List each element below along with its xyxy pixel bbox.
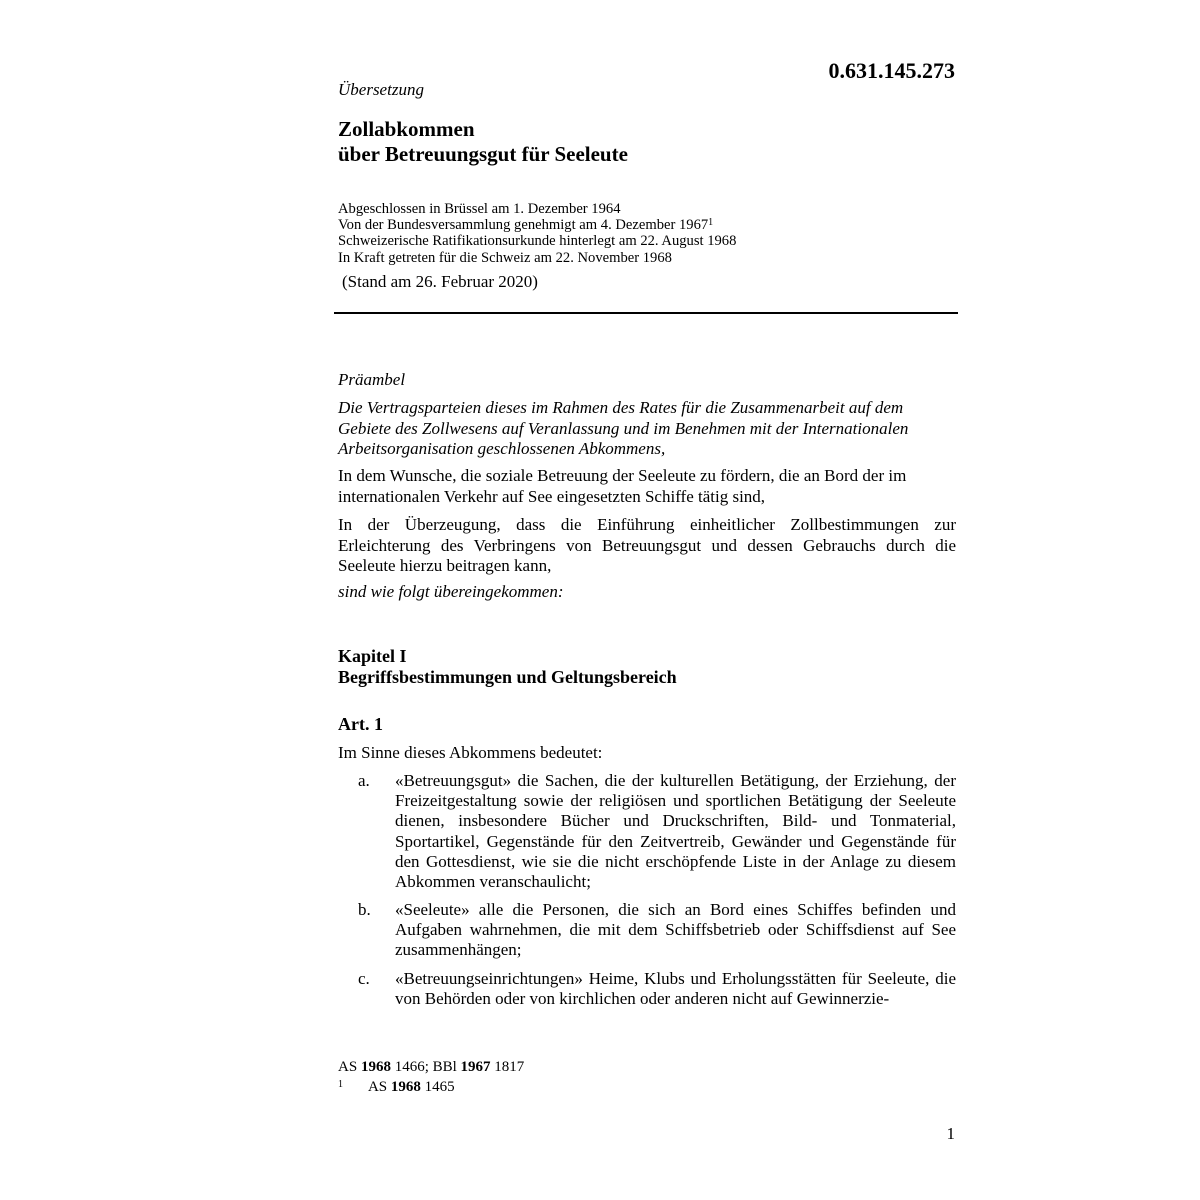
page-number: 1 — [946, 1124, 955, 1143]
preamble-heading: Präambel — [338, 370, 406, 389]
list-item-letter: a. — [358, 771, 370, 790]
meta-approved: Von der Bundesversammlung genehmigt am 4. Dezember 1967 — [338, 217, 709, 234]
list-item-text: «Betreuungseinrichtungen» Heime, Klubs und Erholungsstätten für Seeleute, die von Behörden oder von kirchlichen oder anderen nicht auf Gewinnerzie- — [395, 969, 956, 1009]
footnote-mark: 1 — [338, 1079, 343, 1090]
document-title — [338, 117, 628, 167]
meta-in-force: In Kraft getreten für die Schweiz am 22. November 1968 — [338, 249, 672, 266]
footnote-prefix: AS — [367, 1079, 388, 1095]
source-year-1: 1968 — [360, 1059, 391, 1075]
status-date: (Stand am 26. Februar 2020) — [342, 272, 538, 291]
metadata-block — [338, 201, 736, 266]
meta-ratification: Schweizerische Ratifikationsurkunde hinterlegt am 22. August 1968 — [338, 233, 737, 250]
source-page-1: 1466; BBl — [394, 1059, 457, 1075]
chapter-heading — [338, 646, 677, 688]
footnote-source — [338, 1059, 524, 1076]
footnote-ref-1[interactable]: 1 — [708, 217, 714, 229]
footnote-year: 1968 — [390, 1079, 421, 1095]
list-item-text: «Seeleute» alle die Personen, die sich an Bord eines Schiffes befinden und Aufgaben wahrnehmen, die mit dem Schiffsbetrieb oder Schiffsdienst auf See zusammenhängen; — [395, 900, 956, 960]
source-year-2: 1967 — [460, 1059, 491, 1075]
list-item-text: «Betreuungsgut» die Sachen, die der kulturellen Betätigung, der Erziehung, der Freizeitgestaltung sowie der religiösen und sportlichen Betätigung der Seeleute dienen, insbesondere Bücher und Druckschriften, Bild- und Tonmaterial, Sportartikel, Gegenstände für den Zeitvertreib, Gewänder und Gegenstände für den Gottesdienst, wie sie die nicht erschöpfende Liste in der Anlage zu diesem Abkommen veranschaulicht; — [395, 771, 956, 892]
chapter-number: Kapitel I — [338, 646, 407, 666]
list-item — [338, 771, 956, 892]
header-divider — [334, 312, 958, 314]
preamble-paragraph-3: In der Überzeugung, dass die Einführung einheitlicher Zollbestimmungen zur Erleichterung des Verbringens von Betreuungsgut und dessen Gebrauchs durch die Seeleute hierzu beitragen kann, — [338, 515, 956, 575]
list-item — [338, 969, 956, 1009]
list-item — [338, 900, 956, 961]
chapter-title: Begriffsbestimmungen und Geltungsbereich — [338, 667, 677, 687]
list-item-letter: b. — [358, 900, 371, 919]
article-intro: Im Sinne dieses Abkommens bedeutet: — [338, 743, 603, 762]
preamble-paragraph-1: Die Vertragsparteien dieses im Rahmen des Rates für die Zusammenarbeit auf dem Gebiete des Zollwesens auf Veranlassung und im Benehmen mit der Internationalen Arbeitsorganisation geschlossenen Abkommens, — [338, 398, 909, 458]
source-page-2: 1817 — [494, 1059, 525, 1075]
meta-approved-line — [338, 217, 736, 233]
translation-label: Übersetzung — [338, 80, 424, 99]
list-item-letter: c. — [358, 969, 370, 988]
sr-number: 0.631.145.273 — [828, 58, 955, 83]
preamble-paragraph-4: sind wie folgt übereingekommen: — [338, 582, 564, 601]
footnote-1 — [338, 1079, 455, 1096]
source-prefix: AS — [338, 1059, 358, 1075]
preamble-paragraph-2: In dem Wunsche, die soziale Betreuung der Seeleute zu fördern, die an Bord der im internationalen Verkehr auf See eingesetzten Schiffe tätig sind, — [338, 466, 907, 506]
meta-concluded: Abgeschlossen in Brüssel am 1. Dezember 1964 — [338, 201, 621, 217]
article-heading: Art. 1 — [338, 714, 383, 734]
title-line-1: Zollabkommen — [338, 117, 475, 141]
footnote-page: 1465 — [424, 1079, 455, 1095]
title-line-2: über Betreuungsgut für Seeleute — [338, 142, 628, 166]
